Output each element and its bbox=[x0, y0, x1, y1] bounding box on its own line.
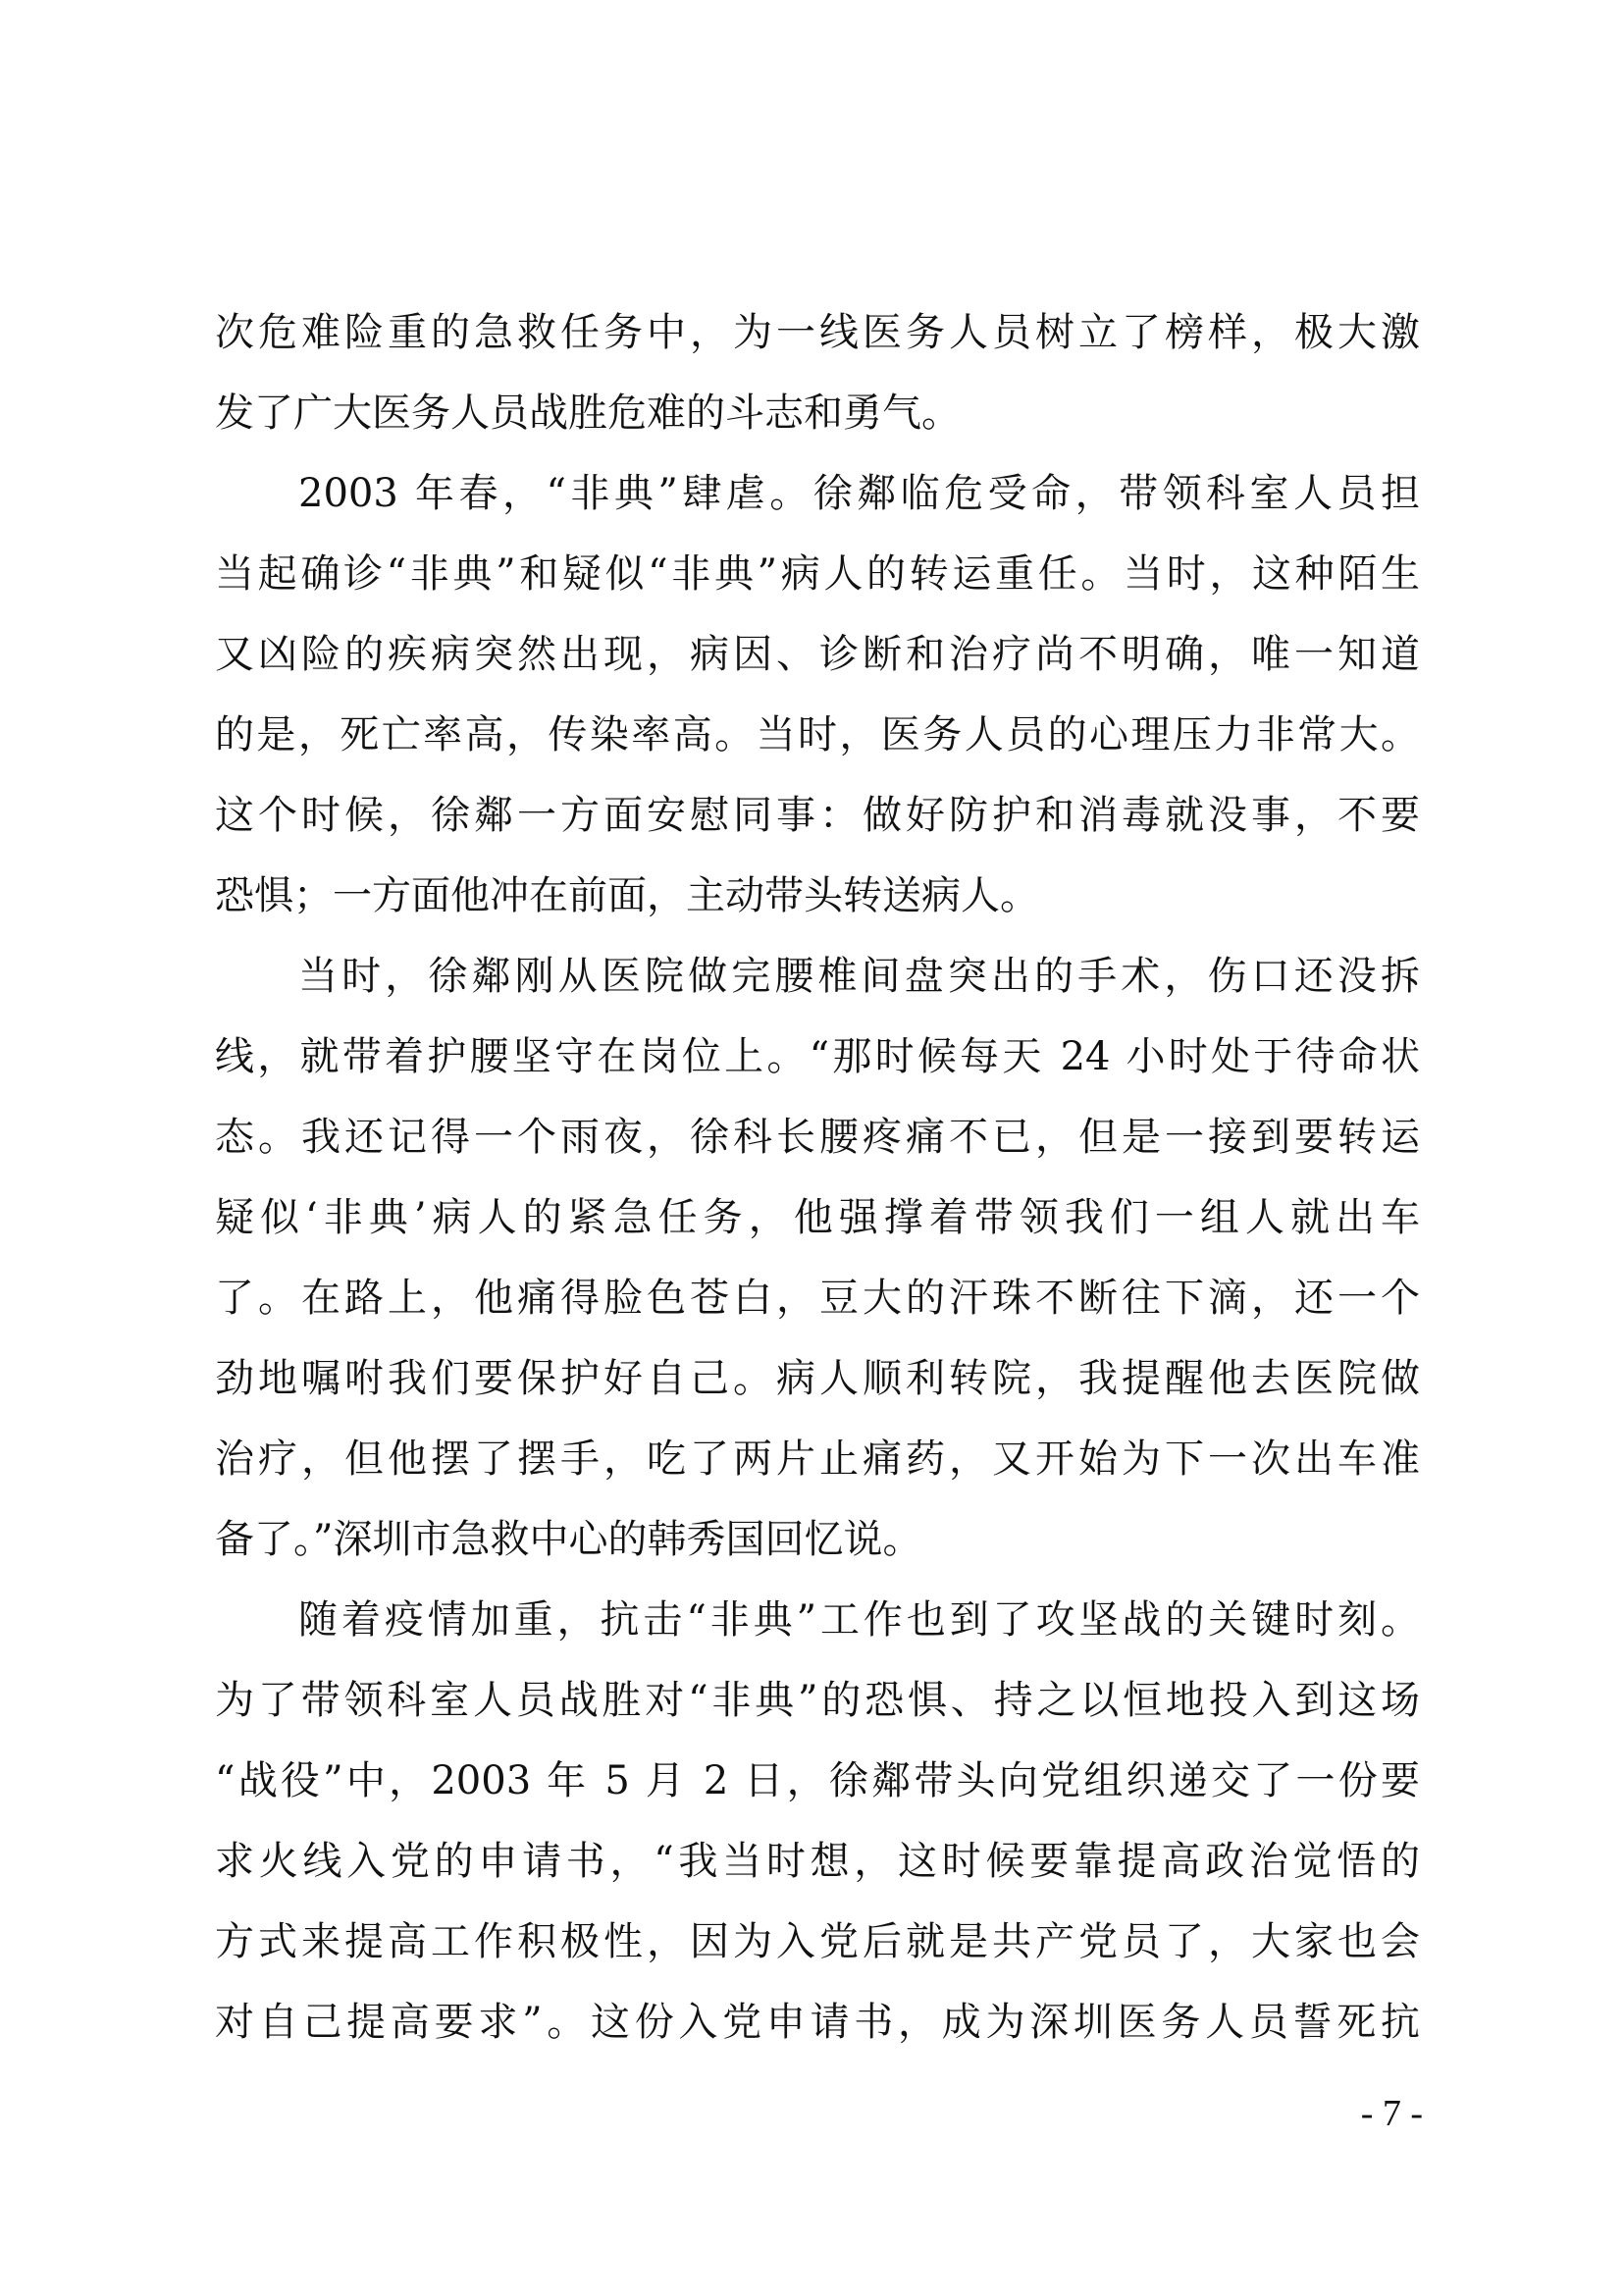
body-text bbox=[215, 292, 1420, 2062]
text-line: 恐惧；一方面他冲在前面，主动带头转送病人。 bbox=[215, 873, 1039, 918]
text-line: 对自己提高要求”。这份入党申请书，成为深圳医务人员誓死抗 bbox=[215, 2000, 1420, 2045]
text-line: 线，就带着护腰坚守在岗位上。“那时候每天 24 小时处于待命状 bbox=[215, 1034, 1420, 1079]
text-line: 这个时候，徐鄰一方面安慰同事：做好防护和消毒就没事，不要 bbox=[215, 793, 1420, 838]
text-line: 方式来提高工作积极性，因为入党后就是共产党员了，大家也会 bbox=[215, 1919, 1420, 1964]
text-line: 治疗，但他摆了摆手，吃了两片止痛药，又开始为下一次出车准 bbox=[215, 1436, 1420, 1482]
paragraph-first-line: 当时，徐鄰刚从医院做完腰椎间盘突出的手术，伤口还没拆 bbox=[298, 954, 1420, 999]
page-number: - 7 - bbox=[1360, 2093, 1423, 2134]
text-line: 态。我还记得一个雨夜，徐科长腰疼痛不已，但是一接到要转运 bbox=[215, 1115, 1420, 1160]
text-line: 劲地嘱咐我们要保护好自己。病人顺利转院，我提醒他去医院做 bbox=[215, 1356, 1420, 1401]
text-line: 次危难险重的急救任务中，为一线医务人员树立了榜样，极大激 bbox=[215, 310, 1420, 355]
text-line: 备了。”深圳市急救中心的韩秀国回忆说。 bbox=[215, 1517, 922, 1562]
text-line: 又凶险的疾病突然出现，病因、诊断和治疗尚不明确，唯一知道 bbox=[215, 632, 1420, 677]
text-line: 发了广大医务人员战胜危难的斗志和勇气。 bbox=[215, 391, 961, 436]
text-line: 的是，死亡率高，传染率高。当时，医务人员的心理压力非常大。 bbox=[215, 712, 1420, 757]
paragraph-first-line: 随着疫情加重，抗击“非典”工作也到了攻坚战的关键时刻。 bbox=[298, 1597, 1420, 1643]
text-line: 当起确诊“非典”和疑似“非典”病人的转运重任。当时，这种陌生 bbox=[215, 551, 1420, 597]
text-line: 求火线入党的申请书，“我当时想，这时候要靠提高政治觉悟的 bbox=[215, 1839, 1420, 1884]
paragraph-first-line: 2003 年春，“非典”肆虐。徐鄰临危受命，带领科室人员担 bbox=[298, 471, 1420, 516]
text-line: 疑似‘非典’病人的紧急任务，他强撑着带领我们一组人就出车 bbox=[215, 1195, 1420, 1240]
text-line: 为了带领科室人员战胜对“非典”的恐惧、持之以恒地投入到这场 bbox=[215, 1678, 1420, 1723]
text-line: “战役”中，2003 年 5 月 2 日，徐鄰带头向党组织递交了一份要 bbox=[215, 1758, 1420, 1803]
text-line: 了。在路上，他痛得脸色苍白，豆大的汗珠不断往下滴，还一个 bbox=[215, 1276, 1420, 1321]
